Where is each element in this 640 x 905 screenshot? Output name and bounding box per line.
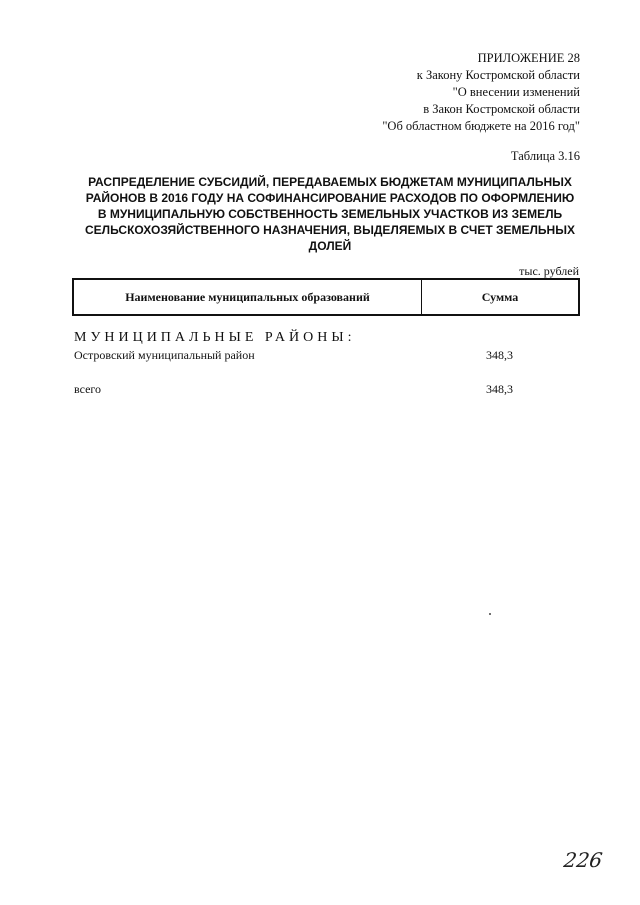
row-amount: 348,3 xyxy=(486,348,513,362)
document-title: РАСПРЕДЕЛЕНИЕ СУБСИДИЙ, ПЕРЕДАВАЕМЫХ БЮДЖЕТАМ МУНИЦИПАЛЬНЫХ РАЙОНОВ В 2016 ГОДУ НА СОФИНАНСИРОВАНИЕ РАСХОДОВ ПО ОФОРМЛЕНИЮ В МУНИЦИПАЛЬНУЮ СОБСТВЕННОСТЬ ЗЕМЕЛЬНЫХ УЧАСТКОВ ИЗ ЗЕМЕЛЬ СЕЛЬСКОХОЗЯЙСТВЕННОГО НАЗНАЧЕНИЯ, ВЫДЕЛЯЕМЫХ В СЧЕТ ЗЕМЕЛЬНЫХ ДОЛЕЙ xyxy=(85,175,575,253)
total-amount: 348,3 xyxy=(486,382,513,396)
appendix-law-line-2: в Закон Костромской области xyxy=(423,102,580,116)
appendix-budget-line: "Об областном бюджете на 2016 год" xyxy=(382,119,580,133)
total-row xyxy=(74,382,584,397)
appendix-title: ПРИЛОЖЕНИЕ 28 xyxy=(477,51,580,65)
units-label: тыс. рублей xyxy=(519,264,579,278)
column-header-amount: Сумма xyxy=(481,289,519,304)
total-label: всего xyxy=(74,382,102,396)
appendix-amend-line: "О внесении изменений xyxy=(452,85,580,99)
page-number: 226 xyxy=(562,848,604,872)
row-name: Островский муниципальный район xyxy=(74,348,255,362)
appendix-law-line: к Закону Костромской области xyxy=(416,68,580,82)
column-header-name: Наименование муниципальных образований xyxy=(74,280,422,314)
table-row xyxy=(74,348,584,363)
table-number: Таблица 3.16 xyxy=(510,149,580,163)
section-label: МУНИЦИПАЛЬНЫЕ РАЙОНЫ: xyxy=(74,330,356,345)
table-header xyxy=(72,278,580,316)
appendix-header xyxy=(382,50,580,135)
scan-speck xyxy=(489,613,491,615)
